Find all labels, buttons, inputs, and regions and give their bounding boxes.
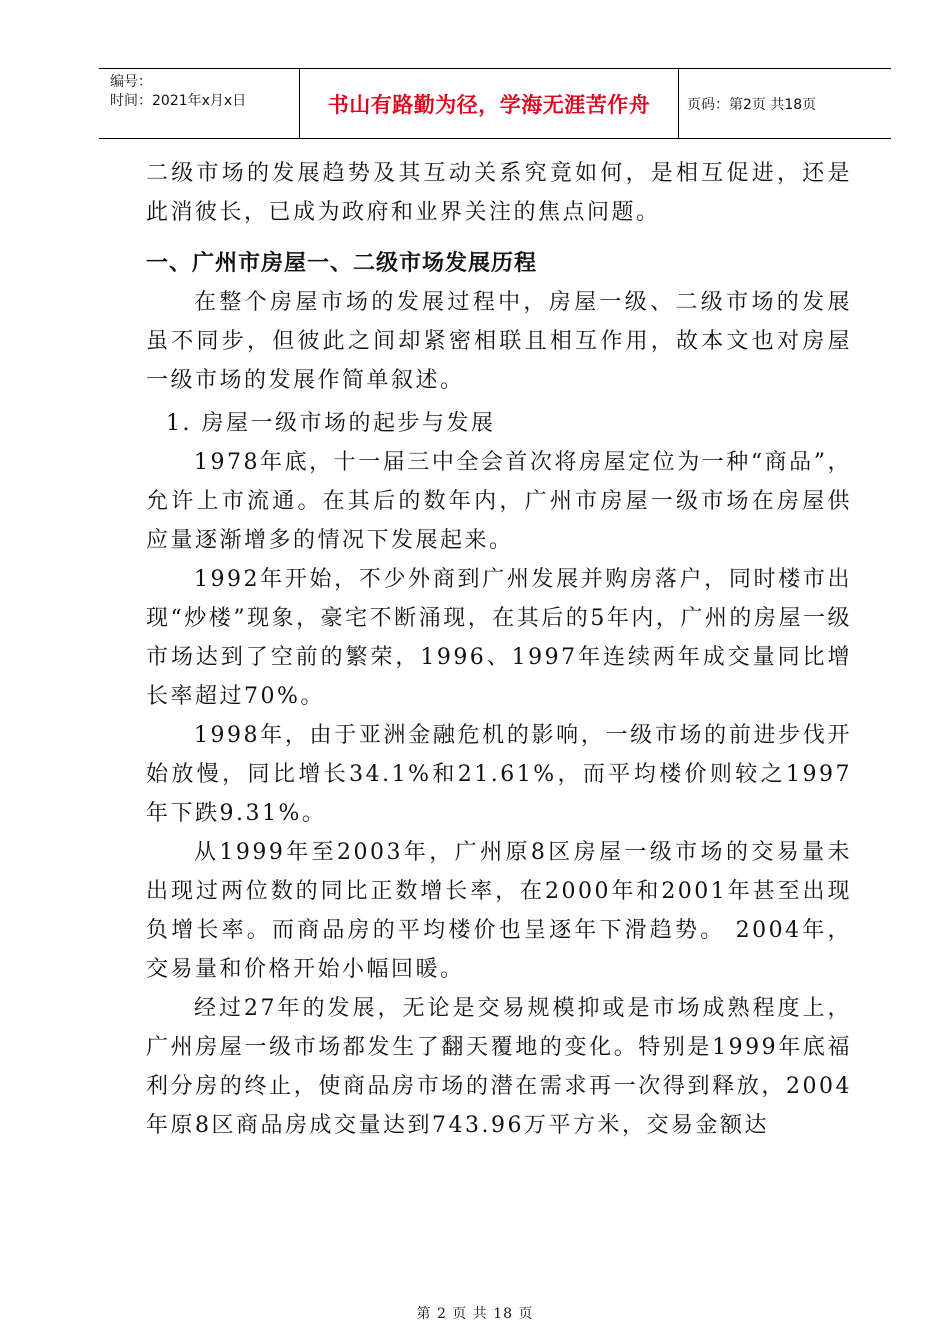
header-motto: 书山有路勤为径，学海无涯苦作舟 bbox=[300, 69, 679, 138]
document-body bbox=[146, 154, 852, 1145]
paragraph: 二级市场的发展趋势及其互动关系究竟如何，是相互促进，还是此消彼长，已成为政府和业界关注的焦点问题。 bbox=[146, 161, 852, 225]
paragraph: 1978年底，十一届三中全会首次将房屋定位为一种“商品”，允许上市流通。在其后的数年内，广州市房屋一级市场在房屋供应量逐渐增多的情况下发展起来。 bbox=[146, 450, 852, 553]
paragraph: 从1999年至2003年，广州原8区房屋一级市场的交易量未出现过两位数的同比正数增长率，在2000年和2001年甚至出现负增长率。而商品房的平均楼价也呈逐年下滑趋势。 2004年，交易量和价格开始小幅回暖。 bbox=[146, 840, 852, 982]
section-heading: 一、广州市房屋一、二级市场发展历程 bbox=[146, 251, 538, 276]
document-number-label: 编号： bbox=[110, 74, 152, 90]
header-page-number: 页码：第2页 共18页 bbox=[687, 96, 817, 113]
page-header bbox=[99, 68, 891, 139]
header-meta bbox=[99, 69, 300, 138]
page-footer: 第 2 页 共 18 页 bbox=[416, 1306, 534, 1322]
paragraph: 1992年开始，不少外商到广州发展并购房落户，同时楼市出现“炒楼”现象，豪宅不断涌现，在其后的5年内，广州的房屋一级市场达到了空前的繁荣，1996、1997年连续两年成交量同比增长率超过70%。 bbox=[146, 567, 852, 709]
document-time-label: 时间：2021年x月x日 bbox=[110, 93, 247, 109]
subsection-heading: 1. 房屋一级市场的起步与发展 bbox=[166, 411, 496, 436]
paragraph: 1998年，由于亚洲金融危机的影响，一级市场的前进步伐开始放慢，同比增长34.1%和21.61%，而平均楼价则较之1997年下跌9.31%。 bbox=[146, 723, 852, 826]
paragraph: 经过27年的发展，无论是交易规模抑或是市场成熟程度上，广州房屋一级市场都发生了翻天覆地的变化。特别是1999年底福利分房的终止，使商品房市场的潜在需求再一次得到释放，2004年原8区商品房成交量达到743.96万平方米，交易金额达 bbox=[146, 996, 852, 1138]
paragraph: 在整个房屋市场的发展过程中，房屋一级、二级市场的发展虽不同步，但彼此之间却紧密相联且相互作用，故本文也对房屋一级市场的发展作简单叙述。 bbox=[146, 290, 852, 393]
